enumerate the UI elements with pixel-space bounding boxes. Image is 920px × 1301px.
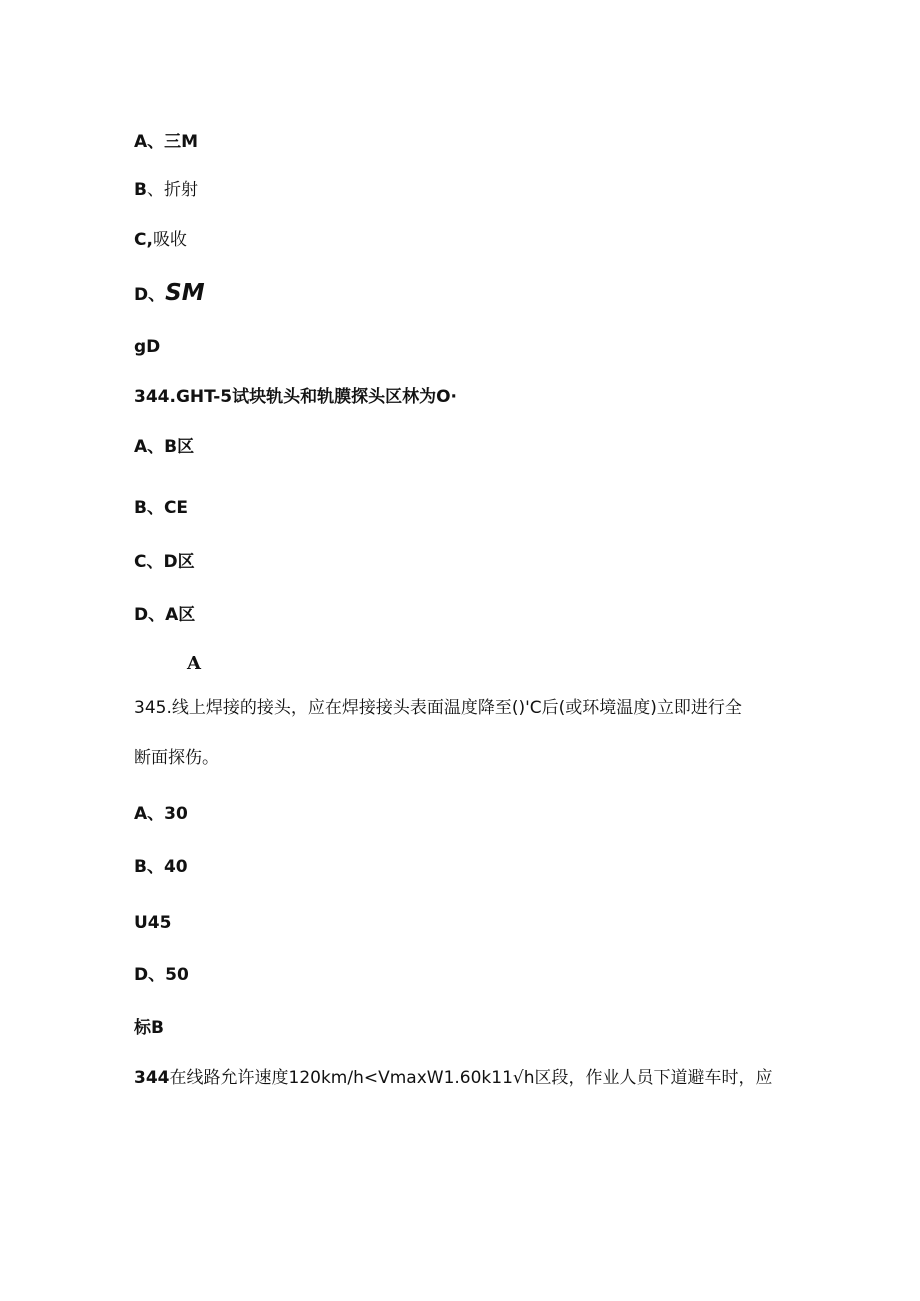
q345-option-b: B、40: [134, 857, 188, 877]
q344-option-d: D、A区: [134, 605, 196, 625]
q343-answer: gD: [134, 337, 161, 357]
q343-option-b-text: 、折射: [146, 180, 198, 200]
q345-question-line2: 断面探伤。: [134, 748, 219, 768]
q345-option-a: A、30: [134, 804, 188, 824]
q344-option-a: A、B区: [134, 437, 195, 457]
q343-option-b: [134, 179, 198, 201]
q346-question-line1: [134, 1067, 773, 1089]
q343-option-a: A、三M: [134, 132, 199, 152]
q345-option-c: U45: [134, 913, 172, 933]
q343-option-c: [134, 229, 187, 251]
q344-answer: A: [187, 653, 201, 674]
q344-option-c: C、D区: [134, 552, 195, 572]
q345-option-d: D、50: [134, 965, 189, 985]
q343-option-c-letter: C,: [134, 230, 153, 250]
q343-option-d-prefix: D、: [134, 285, 166, 305]
q345-answer: 标B: [134, 1018, 164, 1038]
q344-question: 344.GHT-5试块轨头和轨膜探头区林为O·: [134, 387, 458, 407]
q344-option-b: B、CE: [134, 498, 189, 518]
q343-option-d: [134, 282, 205, 306]
q345-question-line1: 345.线上焊接的接头，应在焊接接头表面温度降至()'C后(或环境温度)立即进行全: [134, 698, 742, 718]
q346-number: 344: [134, 1068, 170, 1088]
q343-option-c-text: 吸收: [152, 230, 187, 250]
q343-option-d-value: SM: [165, 280, 205, 306]
q343-option-b-letter: B: [134, 180, 147, 200]
q346-question-text: 在线路允许速度120km∕h<VmaxW1.60k11√h区段，作业人员下道避车时，应: [169, 1068, 773, 1088]
